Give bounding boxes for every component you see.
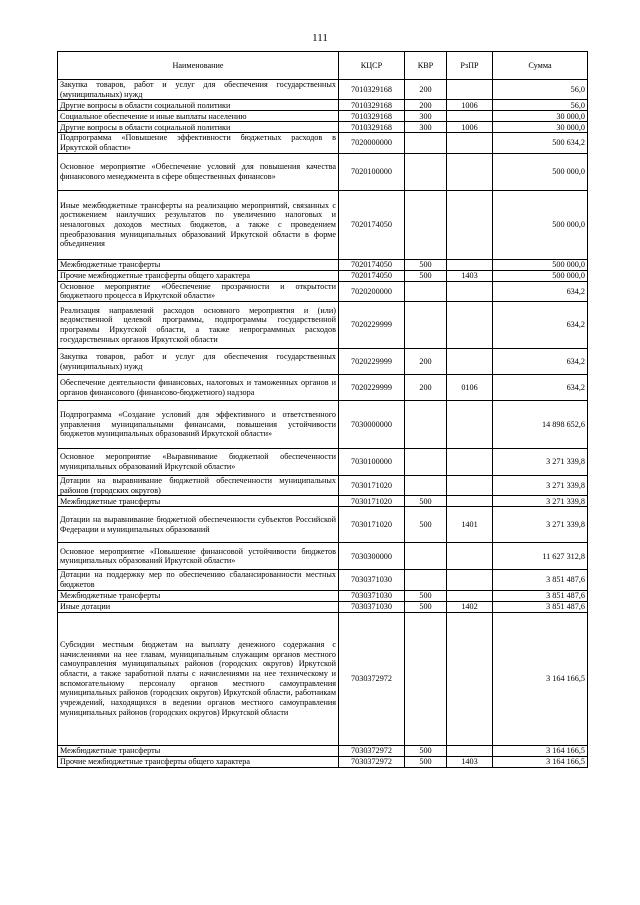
cell-rzpr	[447, 281, 493, 301]
cell-kcsr: 7030171020	[339, 496, 405, 507]
table-row	[58, 281, 588, 301]
cell-kcsr: 7030371030	[339, 590, 405, 601]
cell-sum: 3 271 339,8	[493, 476, 588, 496]
table-row	[58, 100, 588, 111]
cell-sum: 14 898 652,6	[493, 401, 588, 449]
cell-kcsr: 7030372972	[339, 612, 405, 745]
header-name: Наименование	[58, 52, 339, 80]
table-row	[58, 133, 588, 153]
cell-sum: 3 164 166,5	[493, 612, 588, 745]
cell-sum: 634,2	[493, 302, 588, 349]
cell-name: Дотации на выравнивание бюджетной обеспеченности субъектов Российской Федерации и муниципальных образований	[58, 507, 339, 543]
cell-rzpr	[447, 302, 493, 349]
table-row	[58, 590, 588, 601]
cell-sum: 3 271 339,8	[493, 496, 588, 507]
cell-kvr	[405, 153, 447, 190]
cell-name: Подпрограмма «Создание условий для эффективного и ответственного управления муниципальными финансами, повышения устойчивости бюджетов муниципальных образований Иркутской области»	[58, 401, 339, 449]
cell-kcsr: 7020100000	[339, 153, 405, 190]
cell-kcsr: 7020000000	[339, 133, 405, 153]
cell-kvr: 500	[405, 756, 447, 767]
cell-rzpr	[447, 80, 493, 100]
cell-kcsr: 7020174050	[339, 270, 405, 281]
cell-kvr	[405, 190, 447, 259]
table-row	[58, 543, 588, 570]
cell-sum: 3 851 487,6	[493, 601, 588, 612]
cell-rzpr	[447, 496, 493, 507]
table-row	[58, 259, 588, 270]
cell-kvr: 200	[405, 100, 447, 111]
cell-kvr: 200	[405, 80, 447, 100]
table-row	[58, 756, 588, 767]
cell-rzpr	[447, 543, 493, 570]
cell-kcsr: 7030100000	[339, 449, 405, 476]
cell-name: Обеспечение деятельности финансовых, налоговых и таможенных органов и органов финансового (финансово-бюджетного) надзора	[58, 375, 339, 401]
cell-kcsr: 7030372972	[339, 756, 405, 767]
cell-sum: 3 851 487,6	[493, 570, 588, 590]
table-row	[58, 449, 588, 476]
cell-kcsr: 7010329168	[339, 100, 405, 111]
cell-name: Иные дотации	[58, 601, 339, 612]
cell-kvr: 500	[405, 496, 447, 507]
cell-name: Реализация направлений расходов основного мероприятия и (или) ведомственной целевой программы, подпрограммы государственной программы Иркутской области, а также непрограммных расходов государственных органов Иркутской области	[58, 302, 339, 349]
cell-rzpr	[447, 476, 493, 496]
header-kvr: КВР	[405, 52, 447, 80]
cell-kvr	[405, 476, 447, 496]
table-body	[58, 80, 588, 768]
cell-name: Субсидии местным бюджетам на выплату денежного содержания с начислениями на нее главам, муниципальным служащим органов местного самоуправления муниципальных районов (городских округов) Иркутской области, а также заработной платы с начислениями на нее техническому и вспомогательному персоналу органов местного самоуправления муниципальных районов (городских округов) Иркутской области, работникам учреждений, находящихся в ведении органов местного самоуправления муниципальных районов (городских округов) Иркутской области	[58, 612, 339, 745]
cell-sum: 500 000,0	[493, 270, 588, 281]
budget-table	[57, 51, 588, 768]
cell-rzpr	[447, 133, 493, 153]
cell-kvr: 500	[405, 259, 447, 270]
table-row	[58, 507, 588, 543]
cell-kcsr: 7030371030	[339, 570, 405, 590]
cell-name: Прочие межбюджетные трансферты общего характера	[58, 270, 339, 281]
cell-kcsr: 7020174050	[339, 190, 405, 259]
cell-sum: 634,2	[493, 349, 588, 375]
cell-kvr	[405, 570, 447, 590]
table-row	[58, 122, 588, 133]
cell-name: Социальное обеспечение и иные выплаты населению	[58, 111, 339, 122]
cell-kvr: 300	[405, 111, 447, 122]
cell-rzpr	[447, 745, 493, 756]
table-row	[58, 190, 588, 259]
cell-kcsr: 7030171020	[339, 476, 405, 496]
cell-kvr	[405, 612, 447, 745]
cell-rzpr	[447, 259, 493, 270]
cell-sum: 3 164 166,5	[493, 745, 588, 756]
cell-name: Основное мероприятие «Обеспечение условий для повышения качества финансового менеджмента в сфере общественных финансов»	[58, 153, 339, 190]
cell-sum: 634,2	[493, 375, 588, 401]
cell-rzpr	[447, 111, 493, 122]
cell-kvr	[405, 543, 447, 570]
cell-kcsr: 7020229999	[339, 302, 405, 349]
cell-rzpr: 1006	[447, 122, 493, 133]
cell-kvr	[405, 401, 447, 449]
cell-name: Межбюджетные трансферты	[58, 590, 339, 601]
cell-kvr: 300	[405, 122, 447, 133]
table-row	[58, 270, 588, 281]
table-row	[58, 375, 588, 401]
cell-rzpr	[447, 190, 493, 259]
cell-sum: 30 000,0	[493, 111, 588, 122]
cell-rzpr	[447, 590, 493, 601]
cell-kcsr: 7020200000	[339, 281, 405, 301]
cell-sum: 500 000,0	[493, 190, 588, 259]
cell-kcsr: 7020174050	[339, 259, 405, 270]
table-row	[58, 80, 588, 100]
cell-name: Межбюджетные трансферты	[58, 259, 339, 270]
cell-rzpr: 1006	[447, 100, 493, 111]
cell-kvr	[405, 281, 447, 301]
cell-rzpr	[447, 401, 493, 449]
cell-kcsr: 7030371030	[339, 601, 405, 612]
cell-name: Другие вопросы в области социальной политики	[58, 100, 339, 111]
cell-kcsr: 7010329168	[339, 122, 405, 133]
cell-sum: 3 271 339,8	[493, 507, 588, 543]
cell-kcsr: 7030000000	[339, 401, 405, 449]
cell-sum: 500 000,0	[493, 153, 588, 190]
cell-name: Основное мероприятие «Выравнивание бюджетной обеспеченности муниципальных образований Иркутской области»	[58, 449, 339, 476]
cell-rzpr: 1401	[447, 507, 493, 543]
cell-rzpr: 0106	[447, 375, 493, 401]
cell-sum: 56,0	[493, 100, 588, 111]
cell-kcsr: 7010329168	[339, 80, 405, 100]
header-sum: Сумма	[493, 52, 588, 80]
table-row	[58, 570, 588, 590]
cell-sum: 500 634,2	[493, 133, 588, 153]
cell-rzpr: 1403	[447, 270, 493, 281]
header-rzpr: РзПР	[447, 52, 493, 80]
cell-sum: 11 627 312,8	[493, 543, 588, 570]
table-header-row	[58, 52, 588, 80]
cell-kvr: 500	[405, 601, 447, 612]
cell-rzpr	[447, 449, 493, 476]
cell-sum: 500 000,0	[493, 259, 588, 270]
cell-name: Прочие межбюджетные трансферты общего характера	[58, 756, 339, 767]
table-row	[58, 302, 588, 349]
table-row	[58, 401, 588, 449]
cell-rzpr	[447, 570, 493, 590]
cell-kcsr: 7030300000	[339, 543, 405, 570]
cell-rzpr	[447, 349, 493, 375]
cell-kcsr: 7020229999	[339, 349, 405, 375]
table-row	[58, 496, 588, 507]
cell-kvr: 200	[405, 349, 447, 375]
page-number: 111	[312, 32, 328, 44]
cell-sum: 30 000,0	[493, 122, 588, 133]
table-row	[58, 745, 588, 756]
cell-name: Основное мероприятие «Повышение финансовой устойчивости бюджетов муниципальных образований Иркутской области»	[58, 543, 339, 570]
cell-kvr	[405, 133, 447, 153]
cell-sum: 634,2	[493, 281, 588, 301]
cell-kcsr: 7030171020	[339, 507, 405, 543]
cell-kvr: 200	[405, 375, 447, 401]
cell-rzpr: 1403	[447, 756, 493, 767]
table-row	[58, 612, 588, 745]
cell-kcsr: 7010329168	[339, 111, 405, 122]
cell-name: Дотации на поддержку мер по обеспечению сбалансированности местных бюджетов	[58, 570, 339, 590]
cell-kvr: 500	[405, 507, 447, 543]
cell-kcsr: 7020229999	[339, 375, 405, 401]
cell-kvr	[405, 449, 447, 476]
table-row	[58, 349, 588, 375]
table-row	[58, 476, 588, 496]
cell-sum: 3 271 339,8	[493, 449, 588, 476]
table-row	[58, 111, 588, 122]
cell-kvr: 500	[405, 745, 447, 756]
cell-kcsr: 7030372972	[339, 745, 405, 756]
cell-name: Другие вопросы в области социальной политики	[58, 122, 339, 133]
cell-kvr	[405, 302, 447, 349]
cell-name: Закупка товаров, работ и услуг для обеспечения государственных (муниципальных) нужд	[58, 80, 339, 100]
cell-name: Иные межбюджетные трансферты на реализацию мероприятий, связанных с достижением наилучших результатов по увеличению налоговых и неналоговых доходов местных бюджетов, а также с проведением преобразования муниципальных образований Иркутской области в форме объединения	[58, 190, 339, 259]
cell-name: Подпрограмма «Повышение эффективности бюджетных расходов в Иркутской области»	[58, 133, 339, 153]
cell-rzpr	[447, 153, 493, 190]
cell-kvr: 500	[405, 270, 447, 281]
cell-sum: 3 851 487,6	[493, 590, 588, 601]
header-kcsr: КЦСР	[339, 52, 405, 80]
table-row	[58, 601, 588, 612]
cell-sum: 56,0	[493, 80, 588, 100]
cell-name: Межбюджетные трансферты	[58, 496, 339, 507]
cell-name: Дотации на выравнивание бюджетной обеспеченности муниципальных районов (городских округов)	[58, 476, 339, 496]
cell-kvr: 500	[405, 590, 447, 601]
cell-sum: 3 164 166,5	[493, 756, 588, 767]
cell-name: Основное мероприятие «Обеспечение прозрачности и открытости бюджетного процесса в Иркутской области»	[58, 281, 339, 301]
cell-name: Межбюджетные трансферты	[58, 745, 339, 756]
table-row	[58, 153, 588, 190]
cell-rzpr: 1402	[447, 601, 493, 612]
cell-name: Закупка товаров, работ и услуг для обеспечения государственных (муниципальных) нужд	[58, 349, 339, 375]
cell-rzpr	[447, 612, 493, 745]
